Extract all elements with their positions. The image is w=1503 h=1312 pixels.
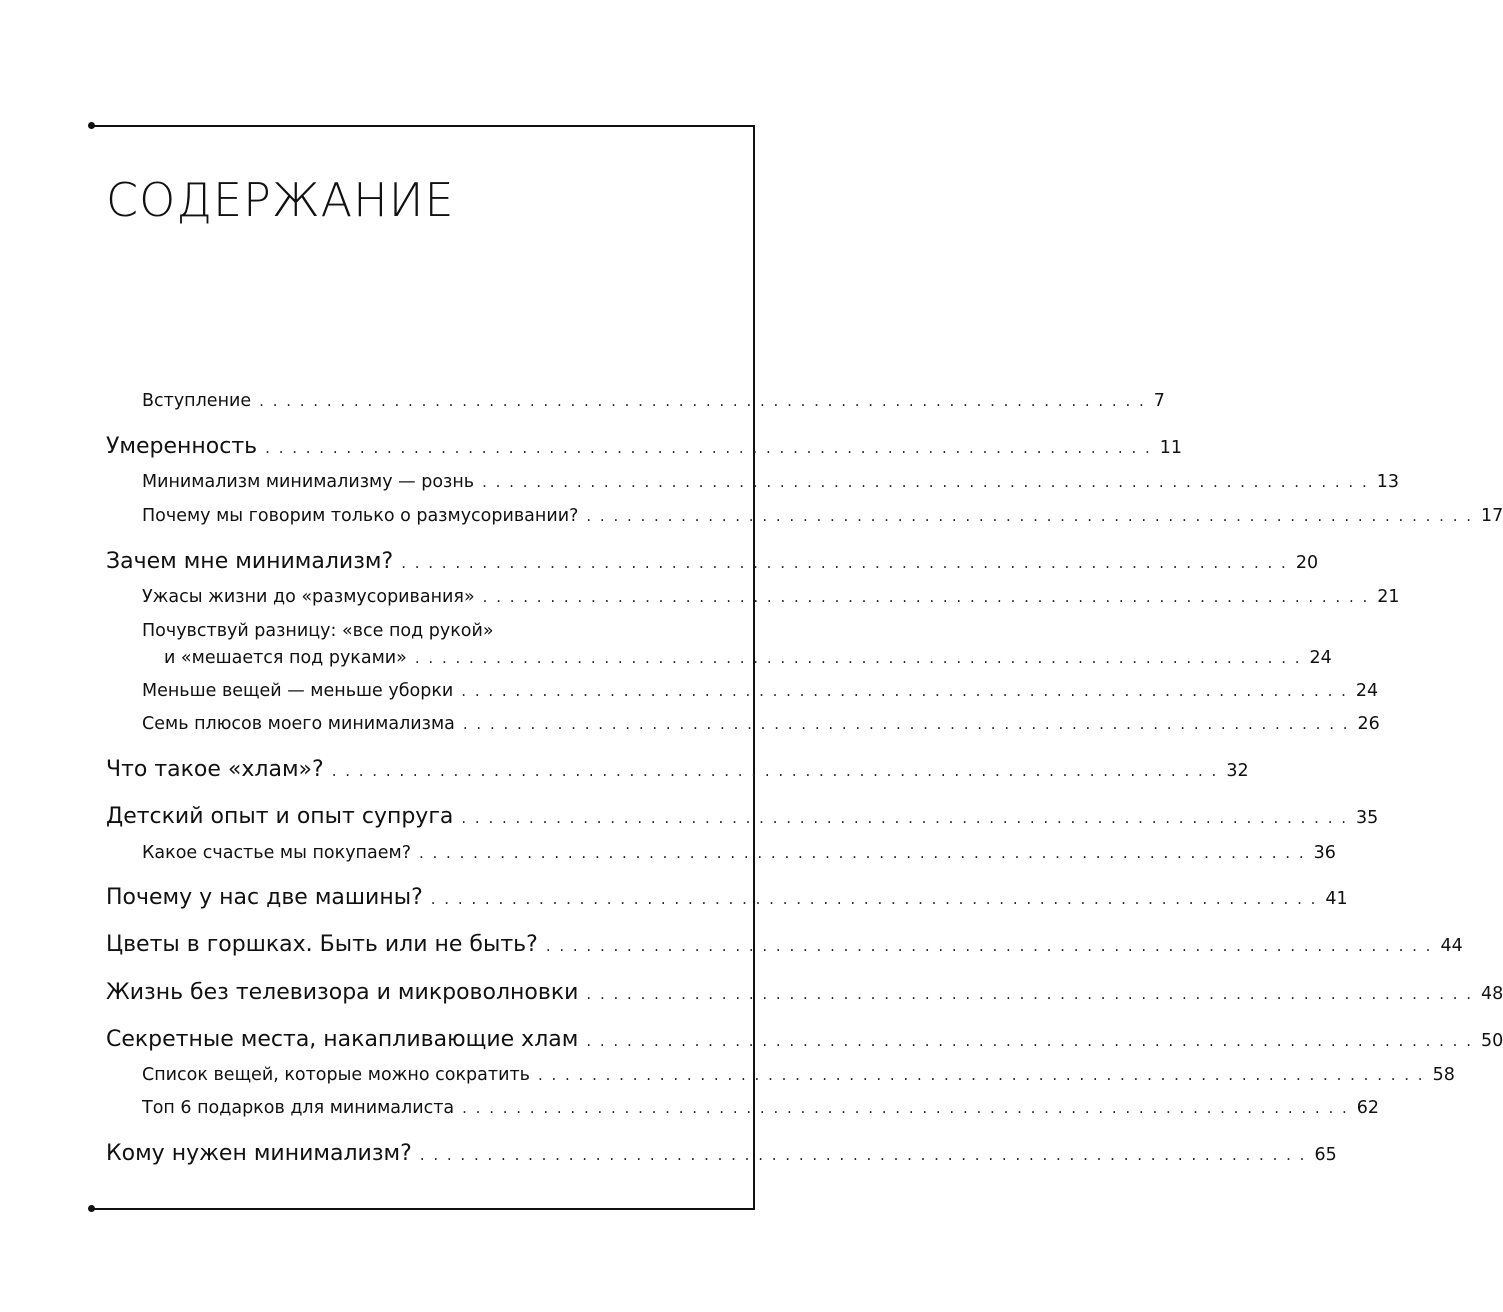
- toc-leader: . . . . . . . . . . . . . . . . . . . . . . . . . . . . . . . . . . . . . . . . . . . . . . . . . . . . . . . . . . . . . . . . . .: [414, 649, 1302, 667]
- toc-entry-title: Вступление: [142, 391, 252, 411]
- toc-entry-title: Минимализм минимализму — рознь: [142, 472, 475, 492]
- toc-chapter-title: Что такое «хлам»?: [106, 757, 324, 782]
- toc-entry: [142, 841, 1336, 865]
- toc-entry: [142, 585, 1400, 609]
- toc-leader: . . . . . . . . . . . . . . . . . . . . . . . . . . . . . . . . . . . . . . . . . . . . . . . . . . . . . . . . . . . . . . . . . .: [461, 682, 1348, 700]
- toc-page-number: 58: [1432, 1065, 1455, 1085]
- toc-leader: . . . . . . . . . . . . . . . . . . . . . . . . . . . . . . . . . . . . . . . . . . . . . . . . . . . . . . . . . . . . . . . . . .: [482, 588, 1370, 606]
- toc-page-number: 48: [1481, 984, 1503, 1004]
- toc-chapter-title: Жизнь без телевизора и микроволновки: [106, 980, 579, 1005]
- toc-chapter: [106, 884, 1348, 913]
- page-title: СОДЕРЖАНИЕ: [106, 173, 455, 227]
- toc-page-number: 62: [1356, 1098, 1380, 1118]
- toc-entry: [142, 679, 1379, 703]
- toc-leader: . . . . . . . . . . . . . . . . . . . . . . . . . . . . . . . . . . . . . . . . . . . . . . . . . . . . . . . . . . . . . . . . . .: [259, 392, 1146, 410]
- toc-leader: . . . . . . . . . . . . . . . . . . . . . . . . . . . . . . . . . . . . . . . . . . . . . . . . . . . . . . . . . . . . . . . . . .: [265, 439, 1152, 457]
- toc-entry-title: Почему мы говорим только о размусоривании?: [142, 506, 579, 526]
- toc-page-number: 44: [1440, 936, 1463, 956]
- toc-entry: [142, 504, 1503, 528]
- toc-leader: . . . . . . . . . . . . . . . . . . . . . . . . . . . . . . . . . . . . . . . . . . . . . . . . . . . . . . . . . . . . . . . . . .: [545, 937, 1433, 955]
- toc-entry: [142, 470, 1399, 494]
- toc-chapter: [106, 756, 1249, 785]
- toc-chapter-title: Детский опыт и опыт супруга: [106, 804, 454, 829]
- toc-chapter-title: Зачем мне минимализм?: [106, 549, 394, 574]
- toc-chapter: [106, 433, 1183, 462]
- toc-leader: . . . . . . . . . . . . . . . . . . . . . . . . . . . . . . . . . . . . . . . . . . . . . . . . . . . . . . . . . . . . . . . . . .: [586, 985, 1474, 1003]
- toc-entry: [142, 389, 1165, 413]
- toc-entry: [142, 1096, 1380, 1120]
- toc-entry-title: Меньше вещей — меньше уборки: [142, 681, 454, 701]
- toc-page-number: 21: [1377, 587, 1400, 607]
- toc-entry-title-line2: и «мешается под руками»: [164, 648, 407, 668]
- toc-page-number: 32: [1226, 761, 1249, 781]
- toc-page-number: 17: [1481, 506, 1503, 526]
- toc-leader: . . . . . . . . . . . . . . . . . . . . . . . . . . . . . . . . . . . . . . . . . . . . . . . . . . . . . . . . . . . . . . . . . .: [537, 1066, 1425, 1084]
- toc-chapter: [106, 1026, 1503, 1055]
- toc-leader: . . . . . . . . . . . . . . . . . . . . . . . . . . . . . . . . . . . . . . . . . . . . . . . . . . . . . . . . . . . . . . . . . .: [462, 715, 1350, 733]
- toc-entry-title: Семь плюсов моего минимализма: [142, 714, 455, 734]
- toc-page-number: 24: [1309, 648, 1332, 668]
- toc-entry-title-line1: Почувствуй разницу: «все под рукой»: [142, 621, 494, 641]
- toc-entry: [164, 646, 1332, 670]
- toc-page-number: 26: [1357, 714, 1380, 734]
- toc-chapter: [106, 979, 1503, 1008]
- toc-chapter: [106, 931, 1463, 960]
- toc-leader: . . . . . . . . . . . . . . . . . . . . . . . . . . . . . . . . . . . . . . . . . . . . . . . . . . . . . . . . . . . . . . . . . .: [482, 473, 1369, 491]
- toc-leader: . . . . . . . . . . . . . . . . . . . . . . . . . . . . . . . . . . . . . . . . . . . . . . . . . . . . . . . . . . . . . . . . . .: [419, 1146, 1307, 1164]
- toc-page-number: 35: [1356, 808, 1379, 828]
- toc-leader: . . . . . . . . . . . . . . . . . . . . . . . . . . . . . . . . . . . . . . . . . . . . . . . . . . . . . . . . . . . . . . . . . .: [461, 809, 1348, 827]
- toc-chapter: [106, 1140, 1337, 1169]
- toc-page-number: 11: [1159, 438, 1183, 458]
- toc-page-number: 20: [1295, 553, 1319, 573]
- toc-entry-title: Список вещей, которые можно сократить: [142, 1065, 530, 1085]
- toc-chapter-title: Секретные места, накапливающие хлам: [106, 1027, 579, 1052]
- toc-chapter: [106, 548, 1319, 577]
- toc-leader: . . . . . . . . . . . . . . . . . . . . . . . . . . . . . . . . . . . . . . . . . . . . . . . . . . . . . . . . . . . . . . . . . .: [418, 844, 1306, 862]
- toc-leader: . . . . . . . . . . . . . . . . . . . . . . . . . . . . . . . . . . . . . . . . . . . . . . . . . . . . . . . . . . . . . . . . . .: [401, 554, 1288, 572]
- toc-chapter-title: Почему у нас две машины?: [106, 885, 423, 910]
- toc-entry: [142, 1063, 1455, 1087]
- toc-chapter-title: Кому нужен минимализм?: [106, 1141, 412, 1166]
- toc-entry-title: Ужасы жизни до «размусоривания»: [142, 587, 475, 607]
- toc-page-number: 13: [1376, 472, 1399, 492]
- toc-chapter-title: Цветы в горшках. Быть или не быть?: [106, 932, 538, 957]
- toc-page-number: 24: [1355, 681, 1379, 701]
- toc-page-number: 65: [1314, 1145, 1337, 1165]
- toc-entry-title: Топ 6 подарков для минималиста: [142, 1098, 455, 1118]
- toc-leader: . . . . . . . . . . . . . . . . . . . . . . . . . . . . . . . . . . . . . . . . . . . . . . . . . . . . . . . . . . . . . . . . . .: [430, 890, 1318, 908]
- toc-leader: . . . . . . . . . . . . . . . . . . . . . . . . . . . . . . . . . . . . . . . . . . . . . . . . . . . . . . . . . . . . . . . . . .: [586, 1032, 1473, 1050]
- toc-page-number: 7: [1153, 391, 1165, 411]
- toc-page-number: 36: [1313, 843, 1336, 863]
- toc-leader: . . . . . . . . . . . . . . . . . . . . . . . . . . . . . . . . . . . . . . . . . . . . . . . . . . . . . . . . . . . . . . . . . .: [462, 1099, 1349, 1117]
- toc-entry-title: Какое счастье мы покупаем?: [142, 843, 411, 863]
- toc-chapter: [106, 803, 1379, 832]
- toc-leader: . . . . . . . . . . . . . . . . . . . . . . . . . . . . . . . . . . . . . . . . . . . . . . . . . . . . . . . . . . . . . . . . . .: [586, 507, 1473, 525]
- toc-entry: [142, 712, 1380, 736]
- toc-leader: . . . . . . . . . . . . . . . . . . . . . . . . . . . . . . . . . . . . . . . . . . . . . . . . . . . . . . . . . . . . . . . . . .: [331, 762, 1219, 780]
- toc-page-number: 41: [1325, 889, 1348, 909]
- toc-chapter-title: Умеренность: [106, 434, 258, 459]
- toc-page-number: 50: [1480, 1031, 1503, 1051]
